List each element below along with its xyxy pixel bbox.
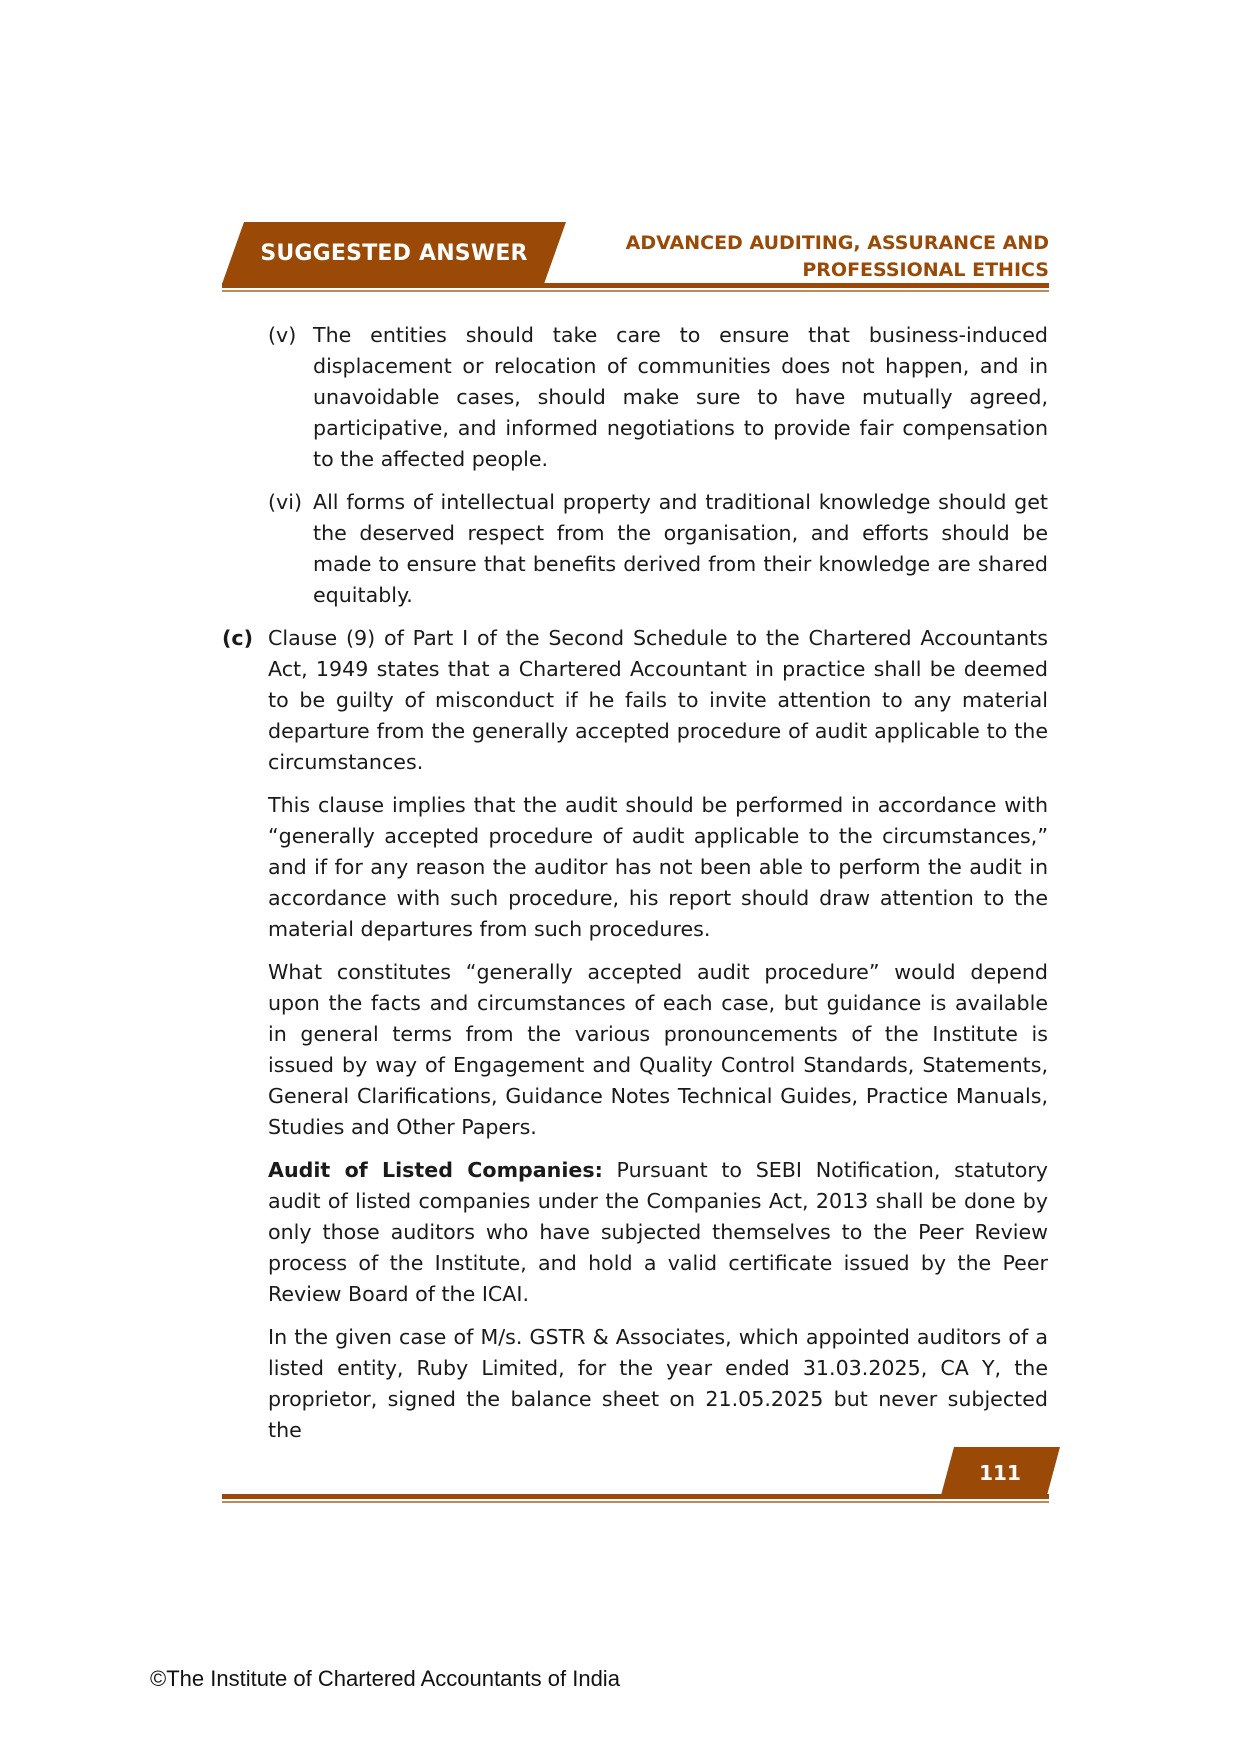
page-content <box>222 320 1048 1458</box>
page-number: 111 <box>979 1461 1021 1485</box>
header-rule-thin <box>222 290 1049 292</box>
header-title-line2: PROFESSIONAL ETHICS <box>802 259 1049 281</box>
copyright-notice: ©The Institute of Chartered Accountants of India <box>150 1666 620 1691</box>
header-title-line1: ADVANCED AUDITING, ASSURANCE AND <box>625 232 1049 254</box>
header-rule <box>222 283 1049 288</box>
list-item-marker: (vi) <box>268 490 302 514</box>
header-title <box>626 230 1049 284</box>
footer-rule-thin <box>222 1501 1049 1503</box>
footer-rule <box>222 1494 1049 1499</box>
paragraph-heading: Audit of Listed Companies: <box>268 1158 603 1182</box>
list-item-marker: (v) <box>268 323 297 347</box>
section-c-marker: (c) <box>222 626 254 650</box>
paragraph: This clause implies that the audit should be performed in accordance with “generally accepted procedure of audit applicable to the circumstances,” and if for any reason the auditor has not been able to perform the audit in accordance with such procedure, his report should draw attention to the material departures from such procedures. <box>268 793 1048 941</box>
list-item-text: The entities should take care to ensure that business-induced displacement or relocation of communities does not happen, and in unavoidable cases, should make sure to have mutually agreed, participative, and informed negotiations to provide fair compensation to the affected people. <box>313 323 1048 471</box>
list-item <box>222 320 1048 475</box>
list-item-text: All forms of intellectual property and traditional knowledge should get the deserved respect from the organisation, and efforts should be made to ensure that benefits derived from their knowledge are shared equitably. <box>313 490 1048 607</box>
section-c-intro: Clause (9) of Part I of the Second Schedule to the Chartered Accountants Act, 1949 states that a Chartered Accountant in practice shall be deemed to be guilty of misconduct if he fails to invite attention to any material departure from the generally accepted procedure of audit applicable to the circumstances. <box>268 626 1048 774</box>
list-item <box>222 487 1048 611</box>
paragraph: What constitutes “generally accepted audit procedure” would depend upon the facts and circumstances of each case, but guidance is available in general terms from the various pronouncements of the Institute is issued by way of Engagement and Quality Control Standards, Statements, General Clarifications, Guidance Notes Technical Guides, Practice Manuals, Studies and Other Papers. <box>268 960 1048 1139</box>
section-c <box>222 623 1048 778</box>
paragraph-listed-companies <box>268 1155 1048 1310</box>
header-tab-label: SUGGESTED ANSWER <box>260 240 528 266</box>
paragraph-text: Pursuant to SEBI Notification, statutory audit of listed companies under the Companies Act, 2013 shall be done by only those auditors who have subjected themselves to the Peer Review process of the Institute, and hold a valid certificate issued by the Peer Review Board of the ICAI. <box>268 1158 1048 1306</box>
paragraph: In the given case of M/s. GSTR & Associates, which appointed auditors of a listed entity, Ruby Limited, for the year ended 31.03.2025, CA Y, the proprietor, signed the balance sheet on 21.05.2025 but never subjected the <box>268 1325 1048 1442</box>
